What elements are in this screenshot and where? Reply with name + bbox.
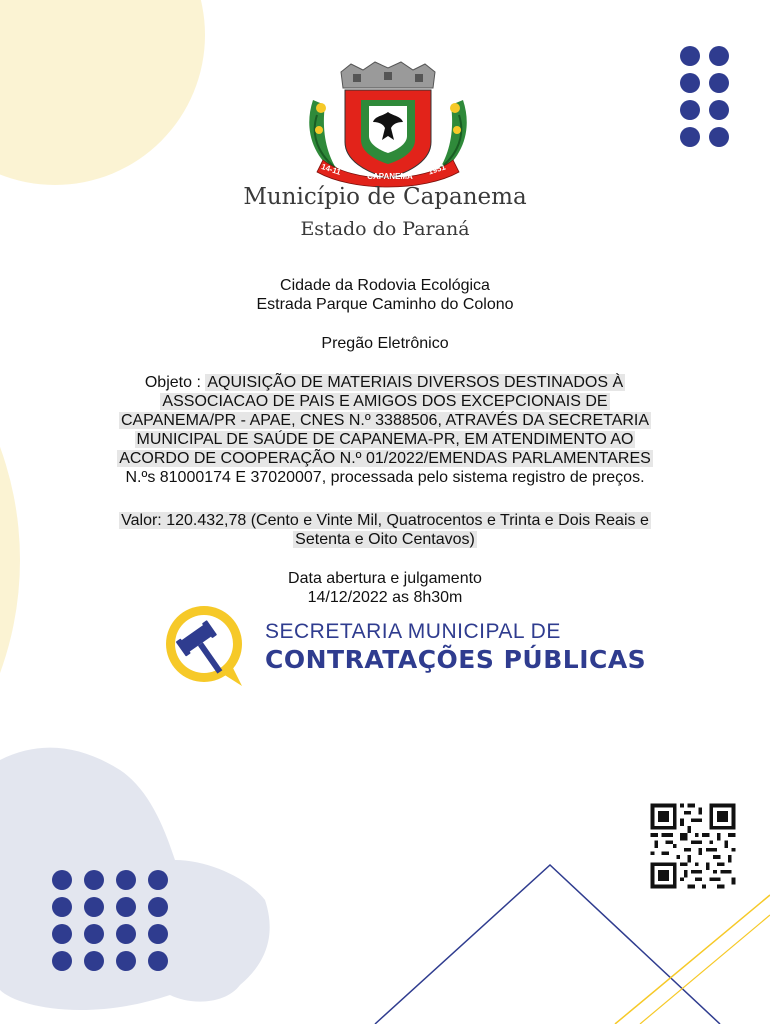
- objeto-block: [0, 373, 770, 487]
- qr-code[interactable]: [645, 800, 741, 892]
- objeto-text: CAPANEMA/PR - APAE, CNES N.º 3388506, ATRAVÉS DA SECRETARIA: [120, 412, 650, 429]
- objeto-line-6: [0, 468, 770, 487]
- gavel-icon: [160, 600, 255, 690]
- intro-line-1: Cidade da Rodovia Ecológica: [280, 277, 490, 294]
- state-subtitle: Estado do Paraná: [300, 218, 470, 240]
- objeto-line-3: [0, 411, 770, 430]
- objeto-text: AQUISIÇÃO DE MATERIAIS DIVERSOS DESTINADOS À: [207, 374, 624, 391]
- valor-line-2: Setenta e Oito Centavos): [295, 531, 475, 548]
- objeto-text: N.ºs 81000174 E 37020007, processada pelo sistema registro de preços.: [125, 469, 645, 486]
- objeto-text: MUNICIPAL DE SAÚDE DE CAPANEMA-PR, EM ATENDIMENTO AO: [136, 431, 634, 448]
- objeto-line-2: [0, 392, 770, 411]
- crest-ribbon-left: 14-11: [320, 162, 342, 177]
- objeto-text: ACORDO DE COOPERAÇÃO N.º 01/2022/EMENDAS PARLAMENTARES: [119, 450, 651, 467]
- crest-ribbon-center: CAPANEMA: [367, 172, 413, 181]
- municipality-title: Município de Capanema: [243, 184, 527, 210]
- crest-ribbon-right: 1951: [427, 162, 447, 177]
- objeto-label: Objeto :: [144, 374, 206, 391]
- secretaria-line-2: CONTRATAÇÕES PÚBLICAS: [265, 645, 647, 674]
- abertura-label: Data abertura e julgamento: [288, 570, 482, 587]
- intro-line-2: Estrada Parque Caminho do Colono: [256, 296, 514, 313]
- valor-block: [0, 511, 770, 549]
- objeto-line-1: [0, 373, 770, 392]
- abertura-datetime: 14/12/2022 as 8h30m: [307, 589, 463, 606]
- secretaria-line-1: SECRETARIA MUNICIPAL DE: [265, 620, 561, 643]
- modality: Pregão Eletrônico: [321, 335, 449, 352]
- objeto-line-4: [0, 430, 770, 449]
- objeto-line-5: [0, 449, 770, 468]
- objeto-text: ASSOCIACAO DE PAIS E AMIGOS DOS EXCEPCIONAIS DE: [162, 393, 608, 410]
- valor-line-1: Valor: 120.432,78 (Cento e Vinte Mil, Quatrocentos e Trinta e Dois Reais e: [121, 512, 649, 529]
